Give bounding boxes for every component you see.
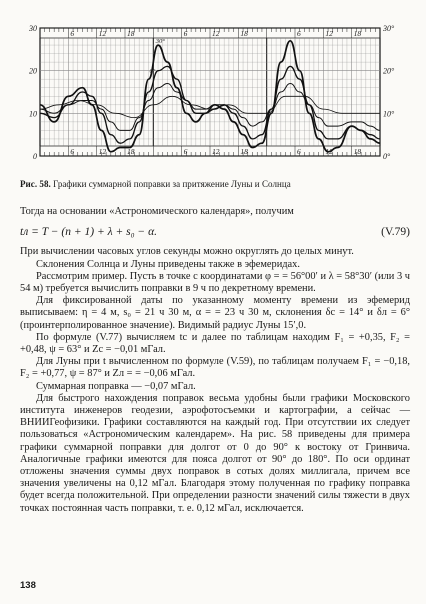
y-tick-label-left: 30	[29, 24, 37, 33]
x-tick-label-bottom: 18	[127, 147, 135, 156]
y-tick-label-left: 0	[33, 152, 37, 161]
paragraph-2: При вычислении часовых углов секунды можно округлять до целых минут.	[20, 246, 354, 258]
curve-label: 0°	[149, 67, 156, 75]
x-tick-label-bottom: 12	[325, 147, 333, 156]
caption-label: Рис. 58.	[20, 179, 51, 189]
figure-58	[18, 14, 408, 174]
y-tick-label-right: 20°	[383, 66, 395, 76]
y-tick-label-right: 0°	[383, 152, 391, 161]
paragraph-6: По формуле (V.77) вычисляем tc и далее по таблицам находим F₁ = +0,35, F₂ = +0,48, ψ = 63° и Zc = −0,01 мГал.	[20, 331, 410, 356]
curve-label: 30°	[155, 37, 165, 45]
x-tick-label-top: 6	[297, 29, 301, 38]
y-tick-label-left: 10	[29, 109, 37, 119]
paragraph-9: Для быстрого нахождения поправок весьма удобны были графики Московского института инженеров геодезии, аэрофотосъемки и картографии, а сейчас — ВНИИГеофизики. Графики составляются на каждый год. При отсутствии их следует пользоваться «Астрономическим календарем». На рис. 58 приведены для примера графики суммарной поправки для долгот от 0 до 90° к востоку от Гринвича. Аналогичные графики имеются для пояса долгот от 90° до 180°. По оси ординат отложены значения суммы двух поправок в сотых долях миллигала, причем все значения увеличены на 0,12 мГал. Благодаря этому полученная по графику поправка будет всегда положительной. При определении разности значений силы тяжести в двух точках постоянная часть поправки, т. е. 0,12 мГал, исключается.	[20, 392, 410, 514]
formula-number: (V.79)	[381, 226, 410, 239]
paragraph-7: Для Луны при t вычисленном по формуле (V.59), по таблицам получаем F₁ = −0,18, F₂ = +0,77, ψ = 87° и Zл = = −0,06 мГал.	[20, 356, 410, 380]
x-tick-label-bottom: 6	[297, 147, 301, 156]
x-tick-label-bottom: 12	[212, 147, 220, 156]
x-tick-label-top: 6	[183, 29, 188, 38]
formula-expression: tл = T − (n + 1) + λ + s₀ − α.	[20, 226, 157, 239]
y-tick-label-right: 30°	[383, 24, 395, 33]
paragraph-8: Суммарная поправка — −0,07 мГал.	[36, 380, 196, 392]
x-tick-label-top: 6	[70, 29, 75, 38]
x-tick-label-top: 12	[325, 29, 333, 38]
paragraph-5: Для фиксированной даты по указанному моменту времени из эфемерид выписываем: η = 4 м, s₀ = 21 ч 30 м, α = = 23 ч 30 м, склонения δc = 14° и δл = 6° (проинтерполированное значение). Видимый радиус Луны 15′,0.	[20, 295, 410, 331]
paragraph-1: Тогда на основании «Астрономического календаря», получим	[20, 206, 294, 217]
x-tick-label-top: 18	[127, 29, 135, 38]
body-text	[20, 206, 410, 515]
x-tick-label-top: 18	[240, 29, 248, 38]
x-tick-label-top: 12	[212, 29, 220, 38]
x-tick-label-top: 12	[98, 29, 107, 38]
y-tick-label-left: 20	[29, 66, 37, 76]
page-number: 138	[20, 580, 36, 591]
y-tick-label-right: 10°	[383, 109, 395, 119]
correction-chart	[18, 14, 408, 174]
x-tick-label-bottom: 6	[183, 147, 188, 156]
x-tick-label-bottom: 6	[70, 147, 75, 156]
paragraph-3: Склонения Солнца и Луны приведены также в эфемеридах.	[36, 258, 300, 270]
x-tick-label-top: 18	[353, 29, 362, 38]
paragraph-4: Рассмотрим пример. Пусть в точке с координатами φ = = 56°00′ и λ = 58°30′ (или 3 ч 54 м) требуется вычислить поправки в 9 ч по декретному времени.	[20, 270, 410, 295]
formula-v79	[20, 226, 410, 238]
x-tick-label-bottom: 12	[98, 147, 107, 156]
caption-text: Графики суммарной поправки за притяжение Луны и Солнца	[53, 179, 291, 189]
figure-caption	[20, 178, 410, 190]
x-tick-label-bottom: 18	[240, 147, 248, 156]
x-tick-label-bottom: 18	[353, 147, 362, 156]
